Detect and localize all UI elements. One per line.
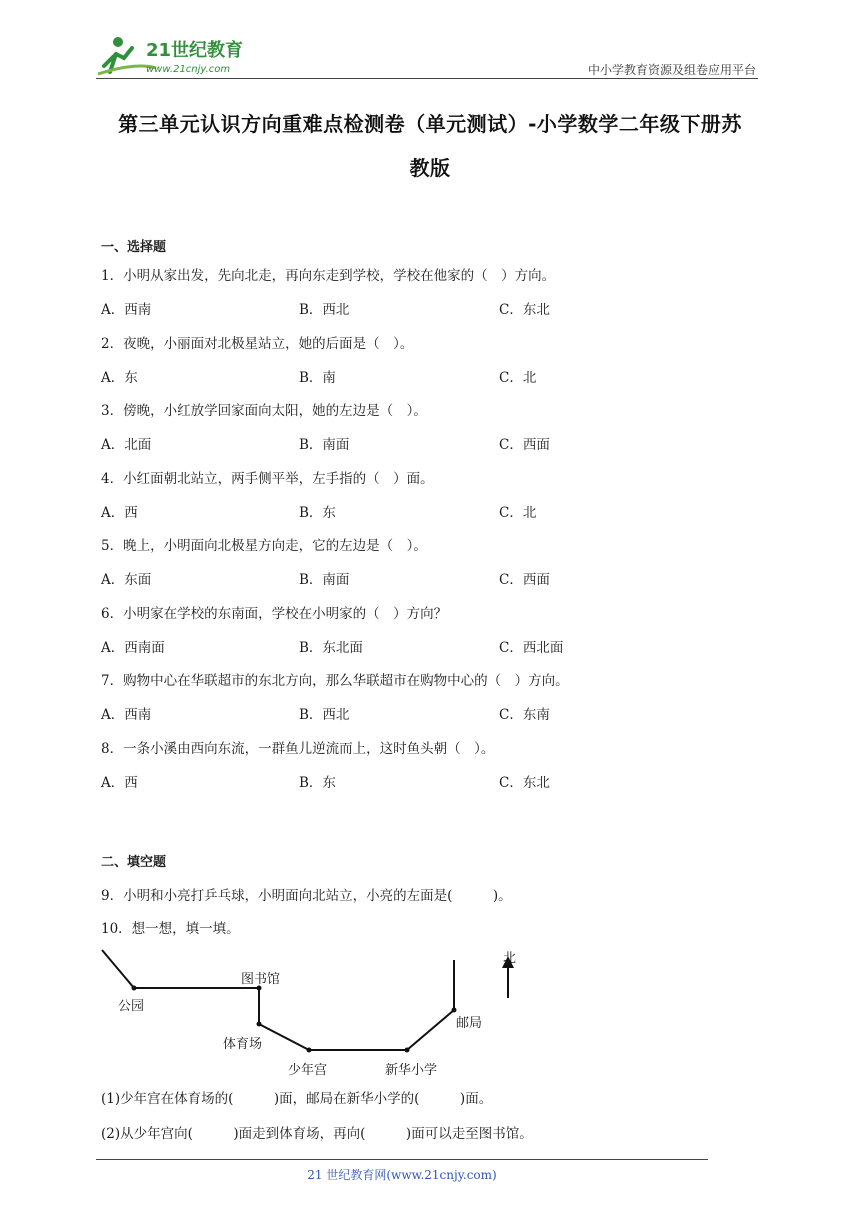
question-3-option-b[interactable]: B．南面 <box>299 437 350 453</box>
question-10: 10．想一想，填一填。 <box>101 921 240 937</box>
question-1-option-a[interactable]: A．西南 <box>101 302 152 318</box>
question-3-option-a[interactable]: A．北面 <box>101 437 152 453</box>
question-4-option-c[interactable]: C．北 <box>499 504 537 521</box>
question-5-option-c[interactable]: C．西面 <box>499 572 550 588</box>
question-8-option-c[interactable]: C．东北 <box>499 774 550 791</box>
logo <box>96 32 266 80</box>
question-4: 4．小红面朝北站立，两手侧平举，左手指的（ ）面。 <box>101 470 434 487</box>
question-8-option-a[interactable]: A．西 <box>101 774 138 791</box>
youth-palace-dot <box>307 1048 312 1053</box>
logo-subtext: www.21cnjy.com <box>146 64 231 75</box>
footer-text: 21 世纪教育网(www.21cnjy.com) <box>307 1168 497 1182</box>
question-2: 2．夜晚，小丽面对北极星站立，她的后面是（ ）。 <box>101 335 414 352</box>
question-4-option-b[interactable]: B．东 <box>299 504 336 521</box>
runner-logo-icon <box>96 32 266 80</box>
question-2-option-b[interactable]: B．南 <box>299 369 336 386</box>
question-3: 3．傍晚，小红放学回家面向太阳，她的左边是（ ）。 <box>101 403 427 419</box>
question-7-option-c[interactable]: C．东南 <box>499 707 550 723</box>
question-7: 7．购物中心在华联超市的东北方向，那么华联超市在购物中心的（ ）方向。 <box>101 673 569 689</box>
platform-name: 中小学教育资源及组卷应用平台 <box>587 63 756 77</box>
stadium-dot <box>257 1022 262 1027</box>
header-divider <box>96 78 758 79</box>
park-label: 公园 <box>118 999 145 1014</box>
post-office-label: 邮局 <box>456 1016 483 1031</box>
north-label: 北 <box>503 951 517 966</box>
park-dot <box>132 986 137 991</box>
question-1-option-b[interactable]: B．西北 <box>299 302 350 318</box>
question-2-option-c[interactable]: C．北 <box>499 369 537 386</box>
question-6: 6．小明家在学校的东南面，学校在小明家的（ ）方向？ <box>101 605 448 622</box>
page-title-line2: 教版 <box>409 156 451 180</box>
youth-palace-label: 少年宫 <box>288 1063 328 1078</box>
school-label: 新华小学 <box>385 1063 438 1078</box>
section-heading-fill: 二、填空题 <box>101 855 167 870</box>
question-10-part2: (2)从少年宫向( )面走到体育场，再向( )面可以走至图书馆。 <box>101 1126 533 1142</box>
school-dot <box>405 1048 410 1053</box>
question-5: 5．晚上，小明面向北极星方向走，它的左边是（ ）。 <box>101 538 427 554</box>
question-8-option-b[interactable]: B．东 <box>299 774 336 791</box>
question-3-option-c[interactable]: C．西面 <box>499 437 550 453</box>
question-5-option-b[interactable]: B．南面 <box>299 572 350 588</box>
section-heading-choice: 一、选择题 <box>101 240 167 255</box>
question-9: 9．小明和小亮打乒乓球，小明面向北站立，小亮的左面是( )。 <box>101 888 512 904</box>
question-1: 1．小明从家出发，先向北走，再向东走到学校，学校在他家的（ ）方向。 <box>101 268 556 284</box>
question-2-option-a[interactable]: A．东 <box>101 369 138 386</box>
route-line <box>102 950 454 1050</box>
question-10-part1: (1)少年宫在体育场的( )面，邮局在新华小学的( )面。 <box>101 1091 493 1107</box>
question-4-option-a[interactable]: A．西 <box>101 504 138 521</box>
question-1-option-c[interactable]: C．东北 <box>499 302 550 318</box>
question-5-option-a[interactable]: A．东面 <box>101 572 152 588</box>
library-label: 图书馆 <box>241 972 281 987</box>
logo-text: 21世纪教育 <box>146 40 244 61</box>
footer-divider <box>96 1159 708 1160</box>
question-6-option-c[interactable]: C．西北面 <box>499 639 564 656</box>
question-8: 8．一条小溪由西向东流，一群鱼儿逆流而上，这时鱼头朝（ ）。 <box>101 740 495 757</box>
question-7-option-a[interactable]: A．西南 <box>101 707 152 723</box>
question-6-option-a[interactable]: A．西南面 <box>101 639 165 656</box>
stadium-label: 体育场 <box>223 1037 263 1052</box>
question-7-option-b[interactable]: B．西北 <box>299 707 350 723</box>
question-6-option-b[interactable]: B．东北面 <box>299 639 363 656</box>
page-title-line1: 第三单元认识方向重难点检测卷（单元测试）-小学数学二年级下册苏 <box>118 112 742 136</box>
